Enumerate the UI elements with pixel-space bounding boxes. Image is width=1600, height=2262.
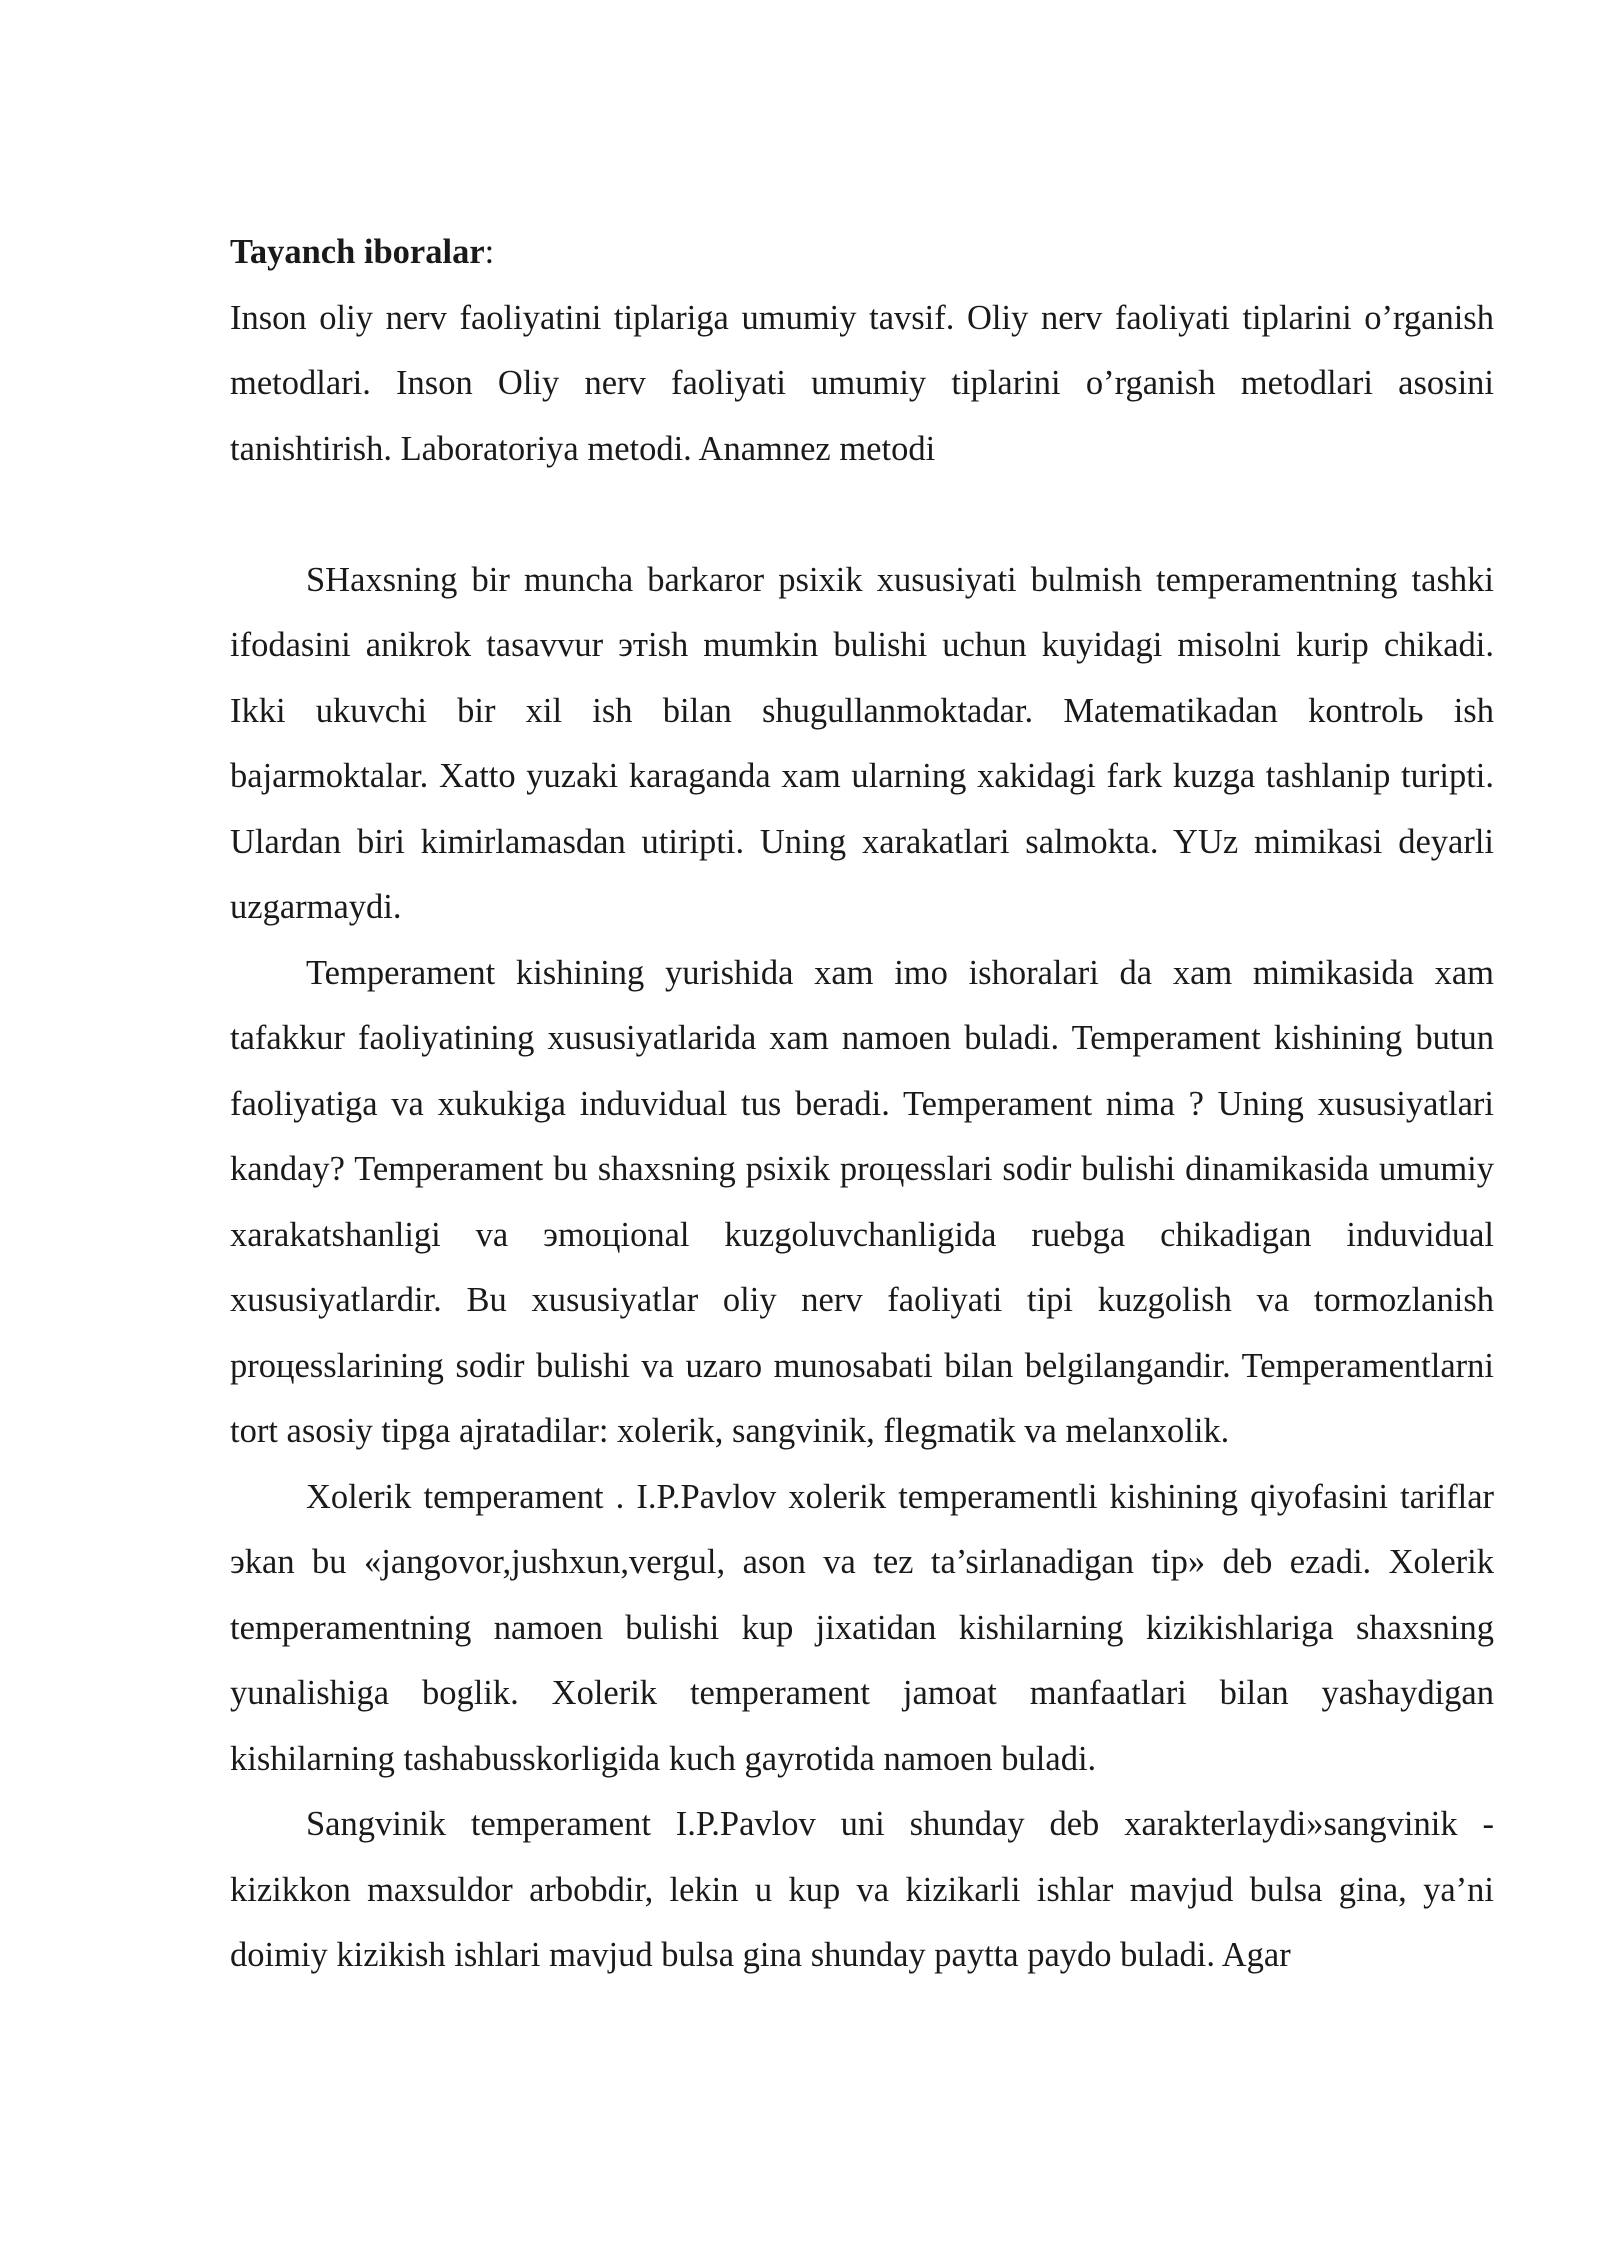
keywords-paragraph: Inson oliy nerv faoliyatini tiplariga umumiy tavsif. Oliy nerv faoliyati tiplarini o’rganish metodlari. Inson Oliy nerv faoliyati umumiy tiplarini o’rganish metodlari asosini tanishtirish. Laboratoriya metodi. Anamnez metodi — [230, 298, 1494, 468]
paragraph-temperament-example: SHaxsning bir muncha barkaror psixik xususiyati bulmish temperamentning tashki ifodasini anikrok tasavvur этish mumkin bulishi uchun kuyidagi misolni kurip chikadi. Ikki ukuvchi bir xil ish bilan shugullanmoktadar. Matematikadan kontrolь ish bajarmoktalar. Xatto yuzaki karaganda xam ularning xakidagi fark kuzga tashlanip turipti. Ulardan biri kimirlamasdan utiripti. Uning xarakatlari salmokta. YUz mimikasi deyarli uzgarmaydi. — [230, 560, 1494, 926]
section-heading — [230, 220, 1494, 286]
document-page — [230, 220, 1494, 1989]
paragraph-choleric: Xolerik temperament . I.P.Pavlov xolerik temperamentli kishining qiyofasini tariflar эkan bu «jangovor,jushxun,vergul, ason va tez ta’sirlanadigan tip» deb ezadi. Xolerik temperamentning namoen bulishi kup jixatidan kishilarning kizikishlariga shaxsning yunalishiga boglik. Xolerik temperament jamoat manfaatlari bilan yashaydigan kishilarning tashabusskorligida kuch gayrotida namoen buladi. — [230, 1477, 1494, 1778]
heading-title: Tayanch iboralar — [230, 233, 485, 271]
paragraph-sanguine: Sangvinik temperament I.P.Pavlov uni shunday deb xarakterlaydi»sangvinik - kizikkon maxsuldor arbobdir, lekin u kup va kizikarli ishlar mavjud bulsa gina, ya’ni doimiy kizikish ishlari mavjud bulsa gina shunday paytta paydo buladi. Agar — [230, 1805, 1494, 1974]
heading-colon: : — [484, 233, 495, 271]
paragraph-temperament-definition: Temperament kishining yurishida xam imo ishoralari da xam mimikasida xam tafakkur faoliyatining xususiyatlarida xam namoen buladi. Temperament kishining butun faoliyatiga va xukukiga induvidual tus beradi. Temperament nima ? Uning xususiyatlari kanday? Temperament bu shaxsning psixik proцesslari sodir bulishi dinamikasida umumiy xarakatshanligi va эmoцional kuzgoluvchanligida ruebga chikadigan induvidual xususiyatlardir. Bu xususiyatlar oliy nerv faoliyati tipi kuzgolish va tormozlanish proцesslarining sodir bulishi va uzaro munosabati bilan belgilangandir. Temperamentlarni tort asosiy tipga ajratadilar: xolerik, sangvinik, flegmatik va melanxolik. — [230, 953, 1494, 1450]
